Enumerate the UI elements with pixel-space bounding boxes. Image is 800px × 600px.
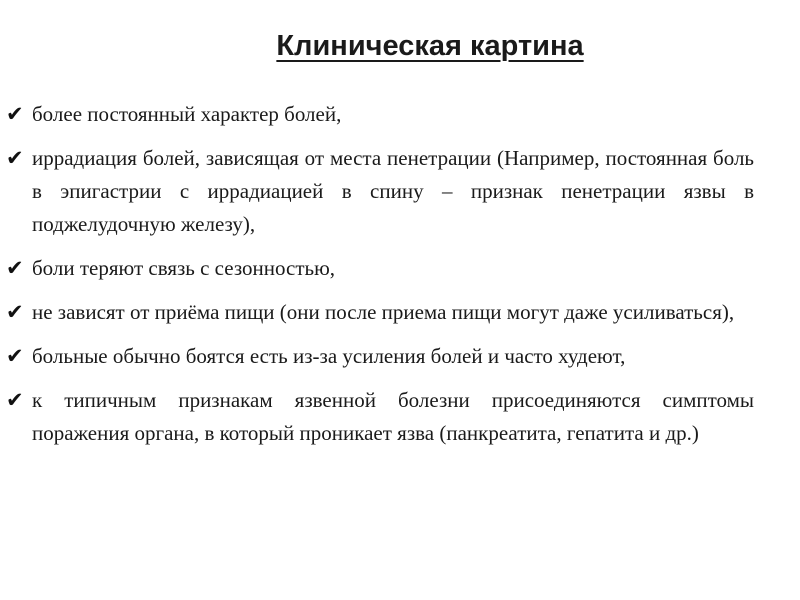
checkmark-icon: ✔ xyxy=(6,256,24,280)
list-item xyxy=(6,384,754,450)
list-item-text: больные обычно боятся есть из-за усиления болей и часто худеют, xyxy=(32,344,626,368)
list-item xyxy=(6,340,754,373)
checkmark-icon: ✔ xyxy=(6,388,24,412)
list-item-text: не зависят от приёма пищи (они после приема пищи могут даже усиливаться), xyxy=(32,300,735,324)
list-item xyxy=(6,98,754,131)
list-item xyxy=(6,252,754,285)
checkmark-icon: ✔ xyxy=(6,146,24,170)
bullet-list xyxy=(6,98,754,450)
list-item-text: к типичным признакам язвенной болезни присоединяются симптомы поражения органа, в который проникает язва (панкреатита, гепатита и др.) xyxy=(32,388,754,445)
list-item-text: иррадиация болей, зависящая от места пенетрации (Например, постоянная боль в эпигастрии с иррадиацией в спину – признак пенетрации язвы в поджелудочную железу), xyxy=(32,146,754,236)
checkmark-icon: ✔ xyxy=(6,102,24,126)
list-item xyxy=(6,142,754,241)
list-item-text: боли теряют связь с сезонностью, xyxy=(32,256,336,280)
slide-title: Клиническая картина xyxy=(276,30,584,62)
list-item-text: более постоянный характер болей, xyxy=(32,102,342,126)
checkmark-icon: ✔ xyxy=(6,344,24,368)
checkmark-icon: ✔ xyxy=(6,300,24,324)
list-item xyxy=(6,296,754,329)
